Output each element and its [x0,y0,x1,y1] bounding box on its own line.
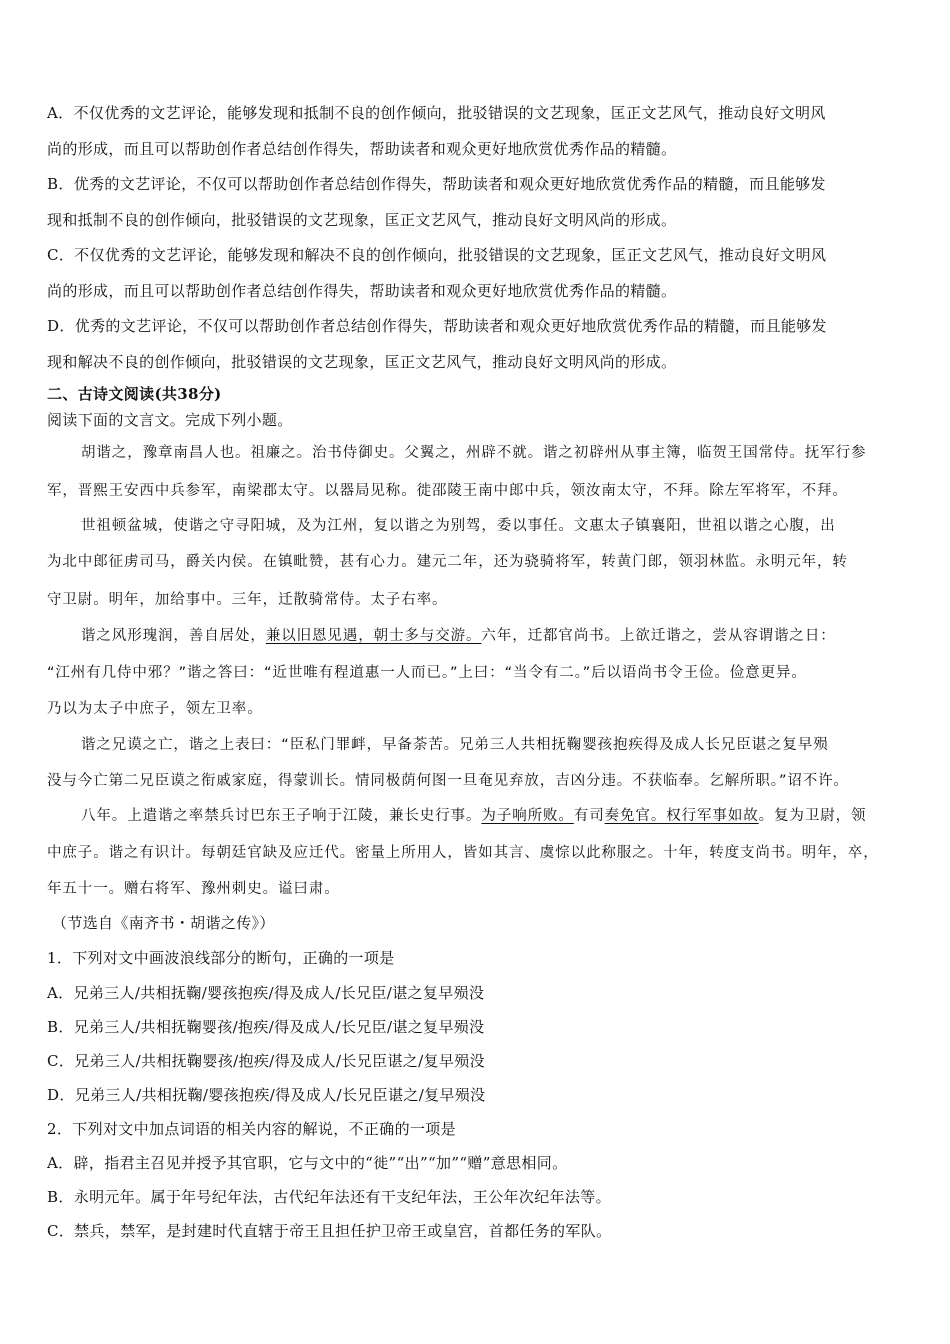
passage-p2-line-2: 为北中郎征虏司马，爵关内侯。在镇毗赞，甚有心力。建元二年，还为骁骑将军，转黄门郎，领羽林监。永明元年，转 [47,554,848,570]
section-intro: 阅读下面的文言文。完成下列小题。 [47,411,293,429]
q1-option-b: B．兄弟三人/共相抚鞠婴孩/抱疾/得及成人/长兄臣/谌之复早殒没 [47,1018,485,1036]
passage-p3-line-1 [81,626,907,646]
passage-p2-line-1: 世祖顿盆城，使谐之守寻阳城，及为江州，复以谐之为别驾，委以事任。文惠太子镇襄阳，世祖以谐之心腹，出 [81,518,836,534]
q2-option-b: B．永明元年。属于年号纪年法，古代纪年法还有干支纪年法，王公年次纪年法等。 [47,1188,611,1206]
passage-p3-line-3: 乃以为太子中庶子，领左卫率。 [47,701,263,717]
q2-stem: 2．下列对文中加点词语的相关内容的解说，不正确的一项是 [47,1120,456,1138]
passage-p3-text-a: 谐之风形瑰润，善自居处， [81,628,266,644]
q1-option-c: C．兄弟三人/共相抚鞠婴孩/抱疾/得及成人/长兄臣谌之/复早殒没 [47,1052,485,1070]
passage-source: （节选自《南齐书・胡谐之传》） [52,914,275,932]
passage-p5-text-c: 。复为卫尉，领 [758,808,867,824]
passage-p5-line-1 [81,806,907,826]
option-c-line-2: 尚的形成，而且可以帮助创作者总结创作得失，帮助读者和观众更好地欣赏优秀作品的精髓。 [47,282,677,300]
passage-p2-line-3: 守卫尉。明年，加给事中。三年，迁散骑常侍。太子右率。 [47,592,448,608]
passage-p4-line-2: 没与今亡第二兄臣谟之衔戚家庭，得蒙训长。情同极荫何图一旦奄见弃放，吉凶分违。不获临奉。乞解所职。”诏不许。 [47,773,849,789]
option-a-line-1: A．不仅优秀的文艺评论，能够发现和抵制不良的创作倾向，批驳错误的文艺现象，匡正文艺风气，推动良好文明风 [47,104,826,122]
passage-p3-text-b: 六年，迁都官尚书。上欲迁谐之，尝从容谓谐之日： [481,628,836,644]
q2-option-a: A．辟，指君主召见并授予其官职，它与文中的“徙”“出”“加”“赠”意思相同。 [47,1154,568,1172]
option-d-line-1: D．优秀的文艺评论，不仅可以帮助创作者总结创作得失，帮助读者和观众更好地欣赏优秀作品的精髓，而且能够发 [47,317,827,335]
q1-option-d: D．兄弟三人/共相抚鞠/婴孩抱疾/得及成人/长兄臣谌之/复早殒没 [47,1086,486,1104]
q1-stem: 1．下列对文中画波浪线部分的断句，正确的一项是 [47,949,395,967]
option-c-line-1: C．不仅优秀的文艺评论，能够发现和解决不良的创作倾向，批驳错误的文艺现象，匡正文艺风气，推动良好文明风 [47,246,827,264]
passage-p5-underlined-2: 奏免官。权行军事如故 [604,808,759,824]
passage-p5-text-b: 有司 [573,808,605,824]
passage-p4-line-1: 谐之兄谟之亡，谐之上表曰：“臣私门罪衅，早备荼苦。兄弟三人共相抚鞠婴孩抱疾得及成人长兄臣谌之复早殒 [81,737,829,753]
passage-p5-line-3: 年五十一。赠右将军、豫州刺史。谥曰肃。 [47,881,340,897]
option-b-line-1: B．优秀的文艺评论，不仅可以帮助创作者总结创作得失，帮助读者和观众更好地欣赏优秀作品的精髓，而且能够发 [47,175,826,193]
option-d-line-2: 现和解决不良的创作倾向，批驳错误的文艺现象，匡正文艺风气，推动良好文明风尚的形成。 [47,353,677,371]
option-b-line-2: 现和抵制不良的创作倾向，批驳错误的文艺现象，匡正文艺风气，推动良好文明风尚的形成。 [47,211,677,229]
q1-option-a: A．兄弟三人/共相抚鞠/婴孩抱疾/得及成人/长兄臣/谌之复早殒没 [47,984,485,1002]
passage-p3-line-2: “江州有几侍中邪？”谐之答曰：“近世唯有程道惠一人而已。”上曰：“当令有二。”后以语尚书令王俭。俭意更异。 [47,665,807,681]
passage-p1-line-1: 胡谐之，豫章南昌人也。祖廉之。治书侍御史。父翼之，州辟不就。谐之初辟州从事主簿，临贺王国常侍。抚军行参 [81,445,867,461]
passage-p1-line-2: 军，晋熙王安西中兵参军，南梁郡太守。以器局见称。徙邵陵王南中郎中兵，领汝南太守，不拜。除左军将军，不拜。 [47,483,848,499]
option-a-line-2: 尚的形成，而且可以帮助创作者总结创作得失，帮助读者和观众更好地欣赏优秀作品的精髓。 [47,140,677,158]
section-heading: 二、古诗文阅读(共38分) [47,385,222,403]
passage-p5-underlined-1: 为子响所败。 [481,808,574,824]
passage-p5-line-2: 中庶子。谐之有识计。每朝廷官缺及应迁代。密量上所用人，皆如其言、虞悰以此称服之。十年，转度支尚书。明年，卒， [47,845,879,861]
passage-p3-underlined: 兼以旧恩见遇，朝士多与交游。 [265,628,482,644]
q2-option-c: C．禁兵，禁军，是封建时代直辖于帝王且担任护卫帝王或皇宫，首都任务的军队。 [47,1222,612,1240]
passage-p5-text-a: 八年。上遣谐之率禁兵讨巴东王子响于江陵，兼长史行事。 [81,808,482,824]
